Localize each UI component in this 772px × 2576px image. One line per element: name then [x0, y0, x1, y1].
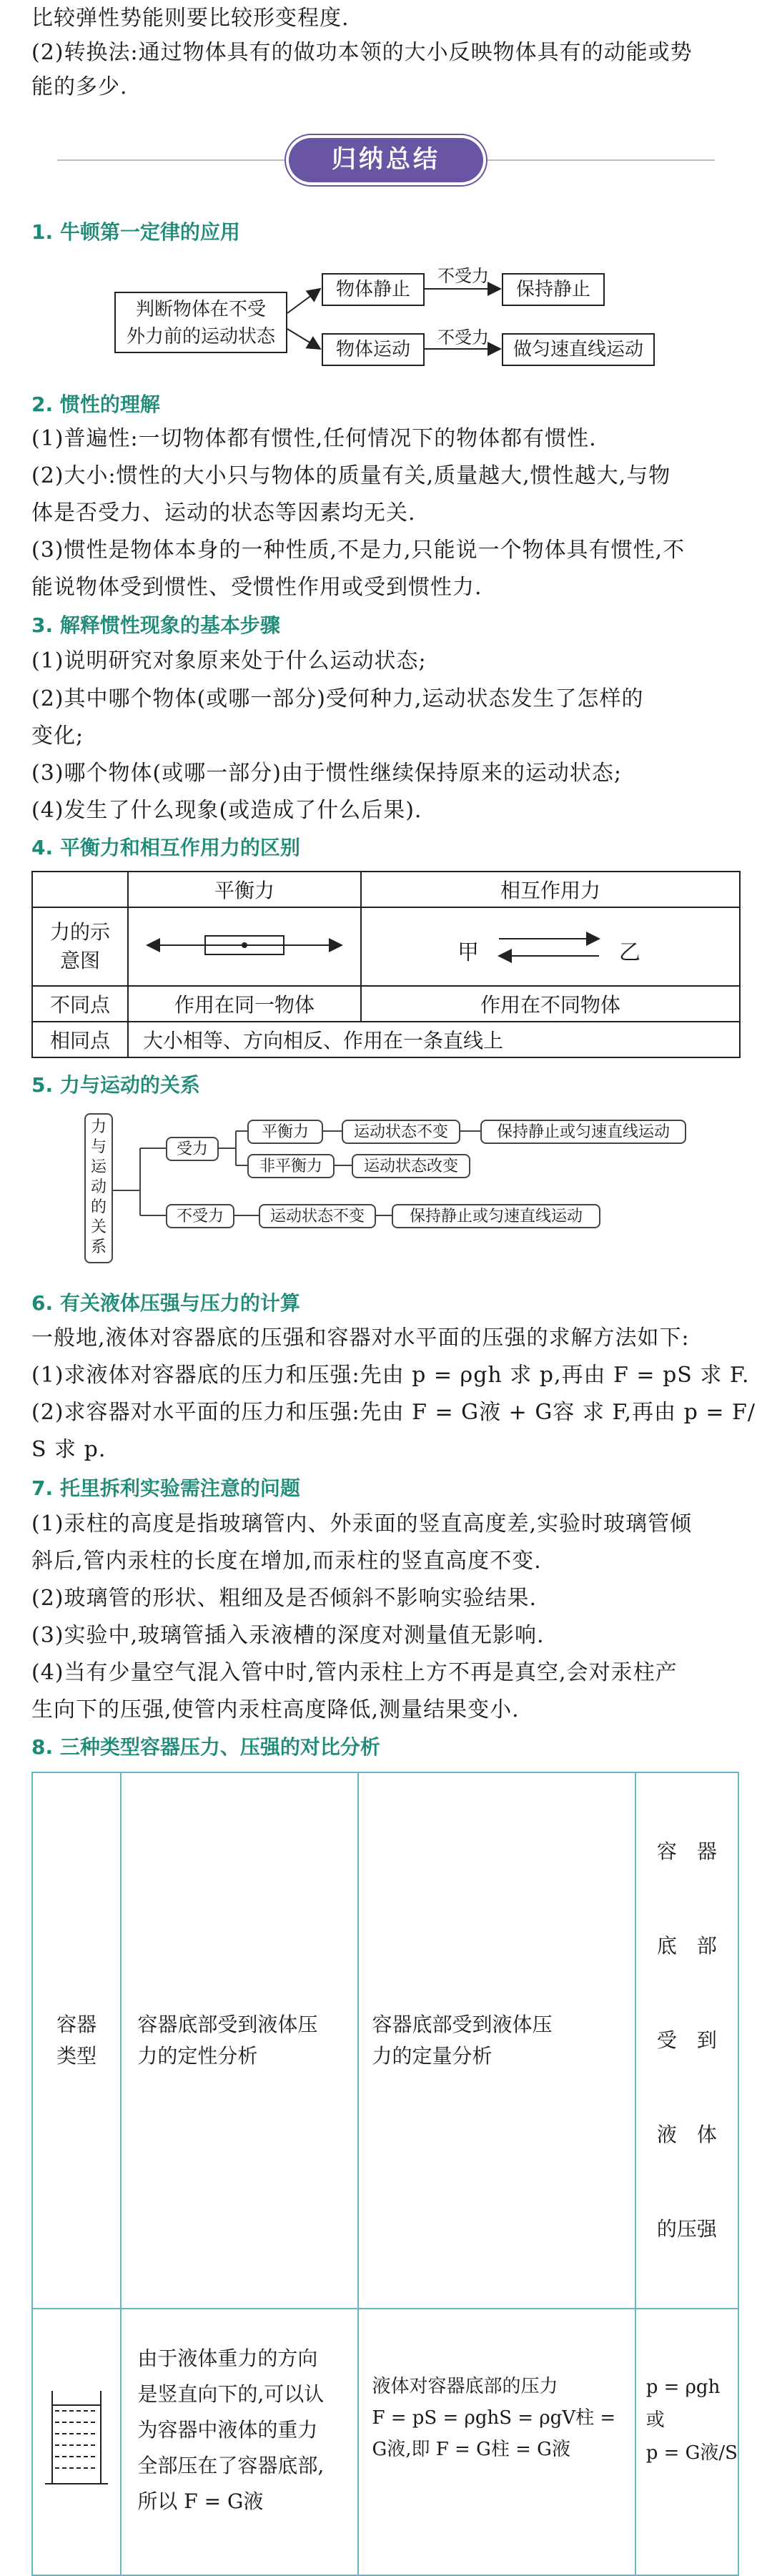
s5-state-same-box: 运动状态不变 [342, 1120, 460, 1144]
s8-header-pressure-3: 受 到 [656, 2028, 717, 2052]
s8-header-quan-1: 容器底部受到液体压 [372, 2013, 553, 2036]
s5-keep2-box: 保持静止或匀速直线运动 [392, 1204, 600, 1228]
s8-header-type-2: 类型 [56, 2044, 97, 2068]
s4-row-diagram-label-1: 力的示 [49, 920, 110, 944]
s1-keep-uniform-box: 做匀速直线运动 [502, 333, 655, 366]
s2-line-5: 能说物体受到惯性、受惯性作用或受到惯性力. [31, 575, 482, 600]
section-6-heading: 6. 有关液体压强与压力的计算 [31, 1291, 300, 1315]
s6-line-2: (1)求液体对容器底的压力和压强:先由 p = ρgh 求 p,再由 F = pS 求 F. [31, 1363, 750, 1388]
s5-noforce-box: 不受力 [166, 1204, 234, 1228]
s7-line-2: 斜后,管内汞柱的长度在增加,而汞柱的竖直高度不变. [31, 1549, 542, 1574]
section-4-heading: 4. 平衡力和相互作用力的区别 [31, 836, 300, 859]
balanced-force-diagram [137, 927, 352, 962]
s4-row-diff-label: 不同点 [32, 986, 128, 1022]
s8-header-quantitative [358, 1772, 635, 2309]
s7-line-3: (2)玻璃管的形状、粗细及是否倾斜不影响实验结果. [31, 1586, 538, 1611]
section-1-heading: 1. 牛顿第一定律的应用 [31, 220, 240, 244]
s8-r1-quan-1: 液体对容器底部的压力 [372, 2376, 558, 2397]
s8-r1-qual-4: 全部压在了容器底部, [137, 2454, 325, 2477]
s4-header-balanced: 平衡力 [128, 872, 361, 907]
s1-start-line-1: 判断物体在不受 [135, 299, 266, 320]
s5-root-char-3: 运 [90, 1158, 107, 1176]
s5-root-char-2: 与 [90, 1138, 107, 1156]
s5-forced-box: 受力 [166, 1137, 219, 1161]
s1-start-box [114, 292, 287, 353]
s5-root-char-6: 关 [90, 1218, 107, 1236]
s8-r1-pressure-3: p = G液/S [645, 2442, 738, 2464]
section-3-heading: 3. 解释惯性现象的基本步骤 [31, 613, 280, 637]
s3-line-4: (3)哪个物体(或哪一部分)由于惯性继续保持原来的运动状态; [31, 761, 623, 786]
s4-row-diagram-label [32, 907, 128, 986]
s8-header-pressure-2: 底 部 [656, 1934, 717, 1958]
s8-header-qualitative [121, 1772, 358, 2309]
s6-line-1: 一般地,液体对容器底的压强和容器对水平面的压强的求解方法如下: [31, 1326, 690, 1351]
s5-root-char-5: 的 [90, 1198, 107, 1216]
section-5-heading: 5. 力与运动的关系 [31, 1073, 200, 1097]
object-yi: 乙 [619, 940, 640, 965]
s4-row-diagram-label-2: 意图 [59, 949, 100, 972]
s5-root-char-7: 系 [90, 1238, 107, 1256]
intro-line-1: 比较弹性势能则要比较形变程度. [31, 6, 350, 31]
s1-static-box: 物体静止 [322, 273, 425, 306]
s2-line-3: 体是否受力、运动的状态等因素均无关. [31, 500, 416, 525]
interaction-arrows [492, 929, 606, 964]
s1-keep-static-box: 保持静止 [502, 273, 605, 306]
object-jia: 甲 [457, 940, 479, 965]
s7-line-1: (1)汞柱的高度是指玻璃管内、外汞面的竖直高度差,实验时玻璃管倾 [31, 1511, 693, 1536]
s8-container-cylinder [32, 2309, 121, 2575]
s8-header-type [32, 1772, 121, 2309]
s8-r1-pressure-2: 或 [645, 2409, 665, 2431]
s1-arrow-label-2: 不受力 [437, 327, 489, 347]
section-banner: 归纳总结 [289, 138, 483, 182]
s7-line-5: (4)当有少量空气混入管中时,管内汞柱上方不再是真空,会对汞柱产 [31, 1660, 678, 1685]
s8-header-quan-2: 力的定量分析 [372, 2044, 493, 2068]
s4-diff-interaction: 作用在不同物体 [361, 986, 740, 1022]
s5-root-char-4: 动 [90, 1178, 107, 1196]
s8-r1-qual-2: 是竖直向下的,可以认 [137, 2382, 325, 2406]
s5-root-char-1: 力 [90, 1118, 107, 1136]
s5-state-change-box: 运动状态改变 [352, 1154, 470, 1178]
s6-line-4: S 求 p. [31, 1437, 107, 1462]
s7-line-4: (3)实验中,玻璃管插入汞液槽的深度对测量值无影响. [31, 1623, 545, 1648]
cylinder-container-icon [42, 2384, 111, 2491]
s4-header-interaction: 相互作用力 [361, 872, 740, 907]
s5-balanced-box: 平衡力 [247, 1120, 323, 1144]
s4-interaction-diagram [361, 907, 740, 986]
s2-line-4: (3)惯性是物体本身的一种性质,不是力,只能说一个物体具有惯性,不 [31, 538, 686, 563]
section-7-heading: 7. 托里拆利实验需注意的问题 [31, 1476, 300, 1500]
s8-r1-quan-2: F = pS = ρghS = ρgV柱 = [372, 2407, 616, 2429]
s1-arrow-label-1: 不受力 [437, 266, 489, 286]
s8-header-pressure [635, 1772, 738, 2309]
s8-table [31, 1772, 739, 2576]
s8-header-qual-1: 容器底部受到液体压 [137, 2013, 318, 2036]
s3-line-1: (1)说明研究对象原来处于什么运动状态; [31, 648, 427, 673]
s3-line-5: (4)发生了什么现象(或造成了什么后果). [31, 798, 422, 823]
s2-line-2: (2)大小:惯性的大小只与物体的质量有关,质量越大,惯性越大,与物 [31, 463, 671, 488]
s1-start-line-2: 外力前的运动状态 [126, 326, 275, 347]
s7-line-6: 生向下的压强,使管内汞柱高度降低,测量结果变小. [31, 1697, 520, 1722]
s4-same-content: 大小相等、方向相反、作用在一条直线上 [128, 1022, 740, 1057]
s5-keep-box: 保持静止或匀速直线运动 [480, 1120, 686, 1144]
s8-r1-qual-3: 为容器中液体的重力 [137, 2418, 318, 2442]
s8-r1-pressure-1: p = ρgh [645, 2377, 721, 2398]
section-8-heading: 8. 三种类型容器压力、压强的对比分析 [31, 1735, 380, 1759]
intro-line-2: (2)转换法:通过物体具有的做功本领的大小反映物体具有的动能或势 [31, 40, 693, 65]
s6-line-3: (2)求容器对水平面的压力和压强:先由 F = G液 + G容 求 F,再由 p = F/ [31, 1400, 756, 1425]
interaction-force-diagram [457, 922, 643, 972]
s8-header-pressure-1: 容 器 [656, 1840, 717, 1863]
s8-header-pressure-5: 的压强 [656, 2217, 717, 2241]
s5-unbalanced-box: 非平衡力 [247, 1154, 335, 1178]
s3-line-3: 变化; [31, 724, 84, 749]
s8-r1-quan-3: G液,即 F = G柱 = G液 [372, 2439, 570, 2460]
s8-r1-pressure [635, 2309, 738, 2575]
s8-header-pressure-4: 液 体 [656, 2123, 717, 2146]
s8-r1-qual-1: 由于液体重力的方向 [137, 2346, 318, 2370]
s8-header-qual-2: 力的定性分析 [137, 2044, 258, 2068]
s4-corner-cell [32, 872, 128, 907]
intro-line-3: 能的多少. [31, 74, 128, 99]
s4-balanced-diagram [128, 907, 361, 986]
s4-table [31, 871, 741, 1058]
s4-row-same-label: 相同点 [32, 1022, 128, 1057]
s2-line-1: (1)普遍性:一切物体都有惯性,任何情况下的物体都有惯性. [31, 426, 597, 451]
s5-state-same2-box: 运动状态不变 [259, 1204, 376, 1228]
s8-r1-qualitative [121, 2309, 358, 2575]
s5-root-box [84, 1113, 113, 1263]
s4-diff-balanced: 作用在同一物体 [128, 986, 361, 1022]
s8-r1-quantitative [358, 2309, 635, 2575]
section-2-heading: 2. 惯性的理解 [31, 393, 160, 416]
s1-moving-box: 物体运动 [322, 333, 425, 366]
s3-line-2: (2)其中哪个物体(或哪一部分)受何种力,运动状态发生了怎样的 [31, 686, 644, 711]
s8-r1-qual-5: 所以 F = G液 [137, 2489, 264, 2513]
s8-header-type-1: 容器 [56, 2013, 97, 2036]
